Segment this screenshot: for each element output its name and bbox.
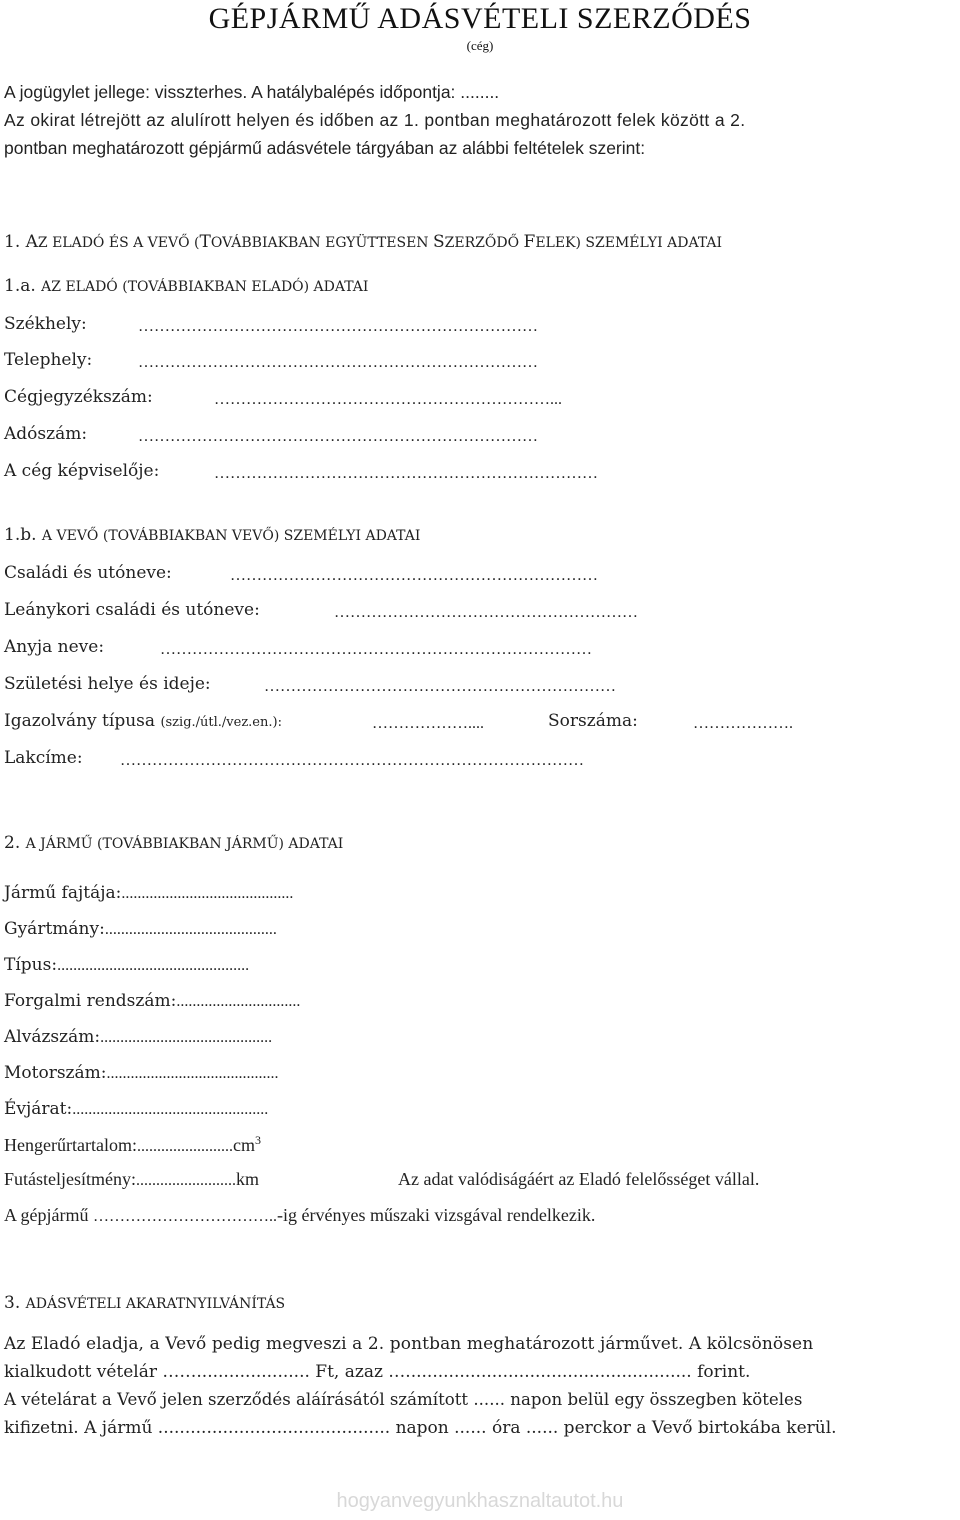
- field-blank[interactable]: ...............................: [176, 993, 301, 1010]
- heading-cap: T: [199, 232, 211, 252]
- field-motorszam: [4, 1063, 279, 1083]
- field-label-adoszam: Adószám:: [4, 424, 88, 444]
- field-label-telephely: Telephely:: [4, 350, 93, 370]
- field-jarmu-fajtaja: [4, 883, 293, 903]
- field-futasteljesitmeny: [4, 1169, 259, 1190]
- document-subtitle: (cég): [466, 38, 494, 53]
- section3-line-2: kialkudott vételár ……..................... Ft, azaz …..................................................... forint.: [4, 1362, 751, 1382]
- heading-sc: ELEK) SZEMÉLYI ADATAI: [535, 235, 723, 251]
- field-label-cegjegyzekszam: Cégjegyzékszám:: [4, 387, 153, 407]
- field-blank[interactable]: ................................................: [57, 957, 250, 974]
- section3-line-1: Az Eladó eladja, a Vevő pedig megveszi a 2. pontban meghatározott járművet. A kölcsönösen: [4, 1334, 814, 1354]
- field-label: Futásteljesítmény:: [4, 1169, 136, 1189]
- section1b-title: A VEVŐ (TOVÁBBIAKBAN VEVŐ) SZEMÉLYI ADATAI: [41, 528, 421, 544]
- heading-sc: ZERZŐDŐ: [444, 235, 524, 251]
- inspection-suffix: -ig érvényes műszaki vizsgával rendelkezik.: [276, 1205, 596, 1225]
- field-blank-leanykori-nev[interactable]: …………………………………………………: [334, 604, 638, 621]
- section1b-number: 1.b.: [4, 525, 42, 545]
- field-evjarat: [4, 1099, 268, 1119]
- section1-number: 1.: [4, 232, 26, 252]
- field-label-leanykori-nev: Leánykori családi és utóneve:: [4, 600, 260, 620]
- field-label: Hengerűrtartalom:: [4, 1135, 137, 1155]
- unit-cm: cm: [232, 1135, 255, 1155]
- field-blank[interactable]: ...........................................: [104, 921, 277, 938]
- field-label: Gyártmány:: [4, 919, 105, 939]
- field-blank-telephely[interactable]: …………………………………………………………………: [138, 354, 538, 371]
- field-label-sorszam: Sorszáma:: [548, 711, 638, 731]
- field-blank[interactable]: .........................: [136, 1172, 236, 1189]
- field-blank[interactable]: ...........................................: [106, 1065, 279, 1082]
- section1a-title: AZ ELADÓ (TOVÁBBIAKBAN ELADÓ) ADATAI: [41, 279, 369, 295]
- intro-line-2: Az okirat létrejött az alulírott helyen és időben az 1. pontban meghatározott felek között a 2.: [4, 110, 746, 130]
- section1a-heading: [4, 276, 368, 296]
- section3-title: ADÁSVÉTELI AKARATNYILVÁNÍTÁS: [25, 1296, 286, 1312]
- field-label: Forgalmi rendszám:: [4, 991, 177, 1011]
- field-tipus: [4, 955, 249, 975]
- field-rendszam: [4, 991, 300, 1011]
- field-label: Alvázszám:: [4, 1027, 101, 1047]
- field-label-anyja-neve: Anyja neve:: [4, 637, 105, 657]
- heading-cap: A: [25, 232, 38, 252]
- field-blank-adoszam[interactable]: …………………………………………………………………: [138, 428, 538, 445]
- unit-km: km: [236, 1169, 260, 1189]
- document-title: GÉPJÁRMŰ ADÁSVÉTELI SZERZŐDÉS: [208, 2, 752, 35]
- field-label: Jármű fajtája:: [4, 883, 122, 903]
- field-label-kepviselo: A cég képviselője:: [4, 461, 160, 481]
- id-type-hint: (szig./útl./vez.en.):: [160, 715, 282, 730]
- unit-exponent: 3: [254, 1133, 261, 1147]
- id-type-label: Igazolvány típusa: [4, 711, 156, 731]
- heading-sc: Z ELADÓ ÉS A VEVŐ (: [37, 235, 200, 251]
- field-label: Motorszám:: [4, 1063, 107, 1083]
- field-blank-kepviselo[interactable]: ………………………………………………………………: [214, 465, 598, 482]
- heading-cap: S: [433, 232, 445, 252]
- field-blank-szekhely[interactable]: …………………………………………………………………: [138, 318, 538, 335]
- heading-cap: F: [523, 232, 536, 252]
- field-blank[interactable]: ...........................................: [121, 885, 294, 902]
- field-label: Típus:: [4, 955, 58, 975]
- field-blank-inspection[interactable]: ……………………………..: [92, 1208, 277, 1225]
- field-blank-anyja-neve[interactable]: ………………………………………………………………………: [160, 641, 592, 658]
- field-blank-szuletes[interactable]: …………………………………………………………: [264, 678, 616, 695]
- field-label: Évjárat:: [4, 1099, 73, 1119]
- field-blank[interactable]: ...........................................: [100, 1029, 273, 1046]
- inspection-line: [4, 1205, 595, 1226]
- field-blank-sorszam[interactable]: ……………….: [693, 715, 793, 732]
- field-label-lakcim: Lakcíme:: [4, 748, 83, 768]
- footer-watermark: hogyanvegyunkhasznaltautot.hu: [336, 1490, 624, 1512]
- inspection-label: A gépjármű: [4, 1205, 89, 1225]
- intro-line-3: pontban meghatározott gépjármű adásvétele tárgyában az alábbi feltételek szerint:: [4, 138, 646, 158]
- field-gyartmany: [4, 919, 277, 939]
- section3-number: 3.: [4, 1293, 26, 1313]
- section1a-number: 1.a.: [4, 276, 42, 296]
- section1b-heading: [4, 525, 420, 545]
- field-blank-cegjegyzekszam[interactable]: ………………………………………………………...: [214, 391, 562, 408]
- field-label-igazolvany: [4, 711, 282, 731]
- section3-line-3: A vételárat a Vevő jelen szerződés aláírásától számított ...... napon belül egy összegben köteles: [4, 1390, 803, 1409]
- field-alvazszam: [4, 1027, 272, 1047]
- section2-heading: [4, 833, 343, 853]
- field-label-szekhely: Székhely:: [4, 314, 87, 334]
- intro-line-1: A jogügylet jellege: visszterhes. A hatálybalépés időpontja: ........: [4, 82, 500, 102]
- field-blank[interactable]: ........................: [136, 1138, 233, 1155]
- field-label-nev: Családi és utóneve:: [4, 563, 172, 583]
- field-hengerurtartalom: [4, 1133, 261, 1156]
- section3-heading: [4, 1293, 285, 1313]
- section2-number: 2.: [4, 833, 26, 853]
- field-blank-lakcim[interactable]: ……………………………………………………………………………: [120, 752, 584, 769]
- heading-sc: OVÁBBIAKBAN EGYÜTTESEN: [210, 235, 433, 251]
- section1-heading: [4, 232, 722, 252]
- mileage-note: Az adat valódiságáért az Eladó felelősséget vállal.: [398, 1169, 760, 1189]
- field-blank-igazolvany[interactable]: ………………....: [372, 715, 484, 732]
- field-blank-nev[interactable]: ……………………………………………………………: [230, 567, 598, 584]
- section3-line-4: kifizetni. A jármű ........................................... napon ...... óra ...... perckor a Vevő birtokába kerül.: [4, 1418, 837, 1438]
- section2-title: A JÁRMŰ (TOVÁBBIAKBAN JÁRMŰ) ADATAI: [25, 836, 344, 852]
- field-label-szuletes: Születési helye és ideje:: [4, 674, 211, 694]
- field-blank[interactable]: .................................................: [72, 1101, 269, 1118]
